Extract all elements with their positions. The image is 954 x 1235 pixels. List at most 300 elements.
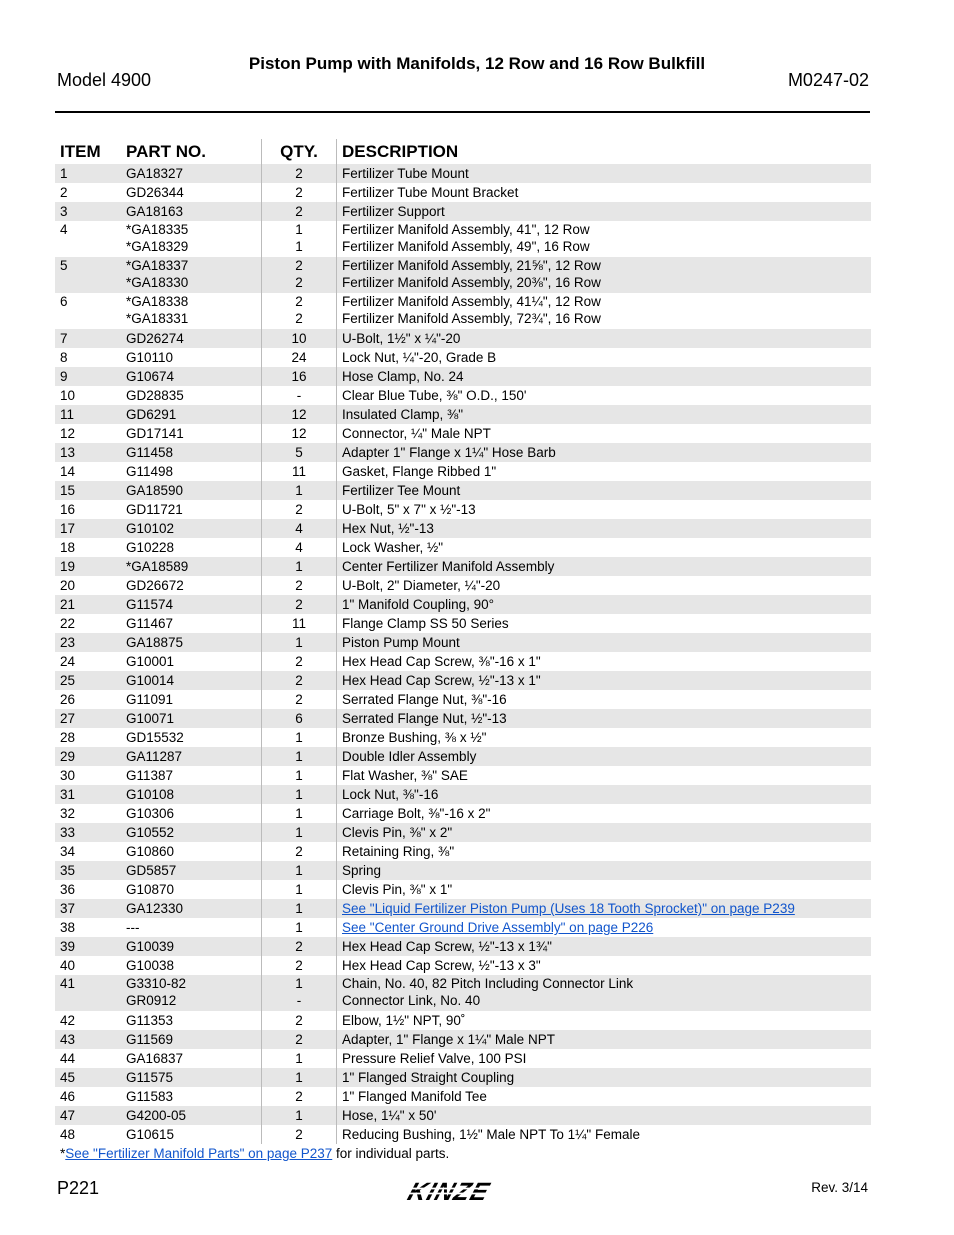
part-number: G10071 xyxy=(126,711,175,726)
item-cell xyxy=(55,1106,121,1125)
part-number: G10674 xyxy=(126,369,175,384)
item-cell xyxy=(55,918,121,937)
description-cell xyxy=(337,443,872,462)
item-number: 21 xyxy=(60,597,76,612)
description-cell xyxy=(337,424,872,443)
qty-cell xyxy=(262,202,337,221)
description-cell xyxy=(337,329,872,348)
part-number: GA18875 xyxy=(126,635,184,650)
description-cell xyxy=(337,462,872,481)
qty-cell xyxy=(262,183,337,202)
part-number: G11458 xyxy=(126,445,174,460)
description: Fertilizer Manifold Assembly, 41¼", 12 Row xyxy=(342,294,601,309)
quantity: 16 xyxy=(291,369,307,384)
table-row xyxy=(55,1106,871,1125)
part-number: G11091 xyxy=(126,692,174,707)
description: Clevis Pin, ⅜" x 2" xyxy=(342,825,453,840)
part-number: GD5857 xyxy=(126,863,177,878)
description-cell xyxy=(337,880,872,899)
description: Chain, No. 40, 82 Pitch Including Connector Link xyxy=(342,976,634,991)
part-number: *GA18335 xyxy=(126,222,189,237)
table-row xyxy=(55,257,871,293)
description: Lock Nut, ¼"-20, Grade B xyxy=(342,350,497,365)
fertilizer-manifold-parts-link[interactable]: See "Fertilizer Manifold Parts" on page P237 xyxy=(65,1146,333,1161)
item-number: 46 xyxy=(60,1089,76,1104)
item-cell xyxy=(55,956,121,975)
table-row xyxy=(55,202,871,221)
part-no-cell xyxy=(121,1049,262,1068)
item-cell xyxy=(55,861,121,880)
part-no-cell xyxy=(121,975,262,1011)
qty-cell xyxy=(262,804,337,823)
qty-cell xyxy=(262,614,337,633)
quantity: 24 xyxy=(291,350,307,365)
description-cell xyxy=(337,899,872,918)
part-no-cell xyxy=(121,652,262,671)
table-row xyxy=(55,183,871,202)
table-header-row xyxy=(55,139,871,164)
quantity: 12 xyxy=(291,426,307,441)
item-cell xyxy=(55,937,121,956)
item-number: 13 xyxy=(60,445,76,460)
quantity: 2 xyxy=(295,294,303,309)
item-number: 22 xyxy=(60,616,76,631)
item-number: 30 xyxy=(60,768,76,783)
item-number: 47 xyxy=(60,1108,76,1123)
description: Flat Washer, ⅜" SAE xyxy=(342,768,468,783)
quantity: 6 xyxy=(295,711,303,726)
part-number: G10860 xyxy=(126,844,175,859)
quantity: - xyxy=(296,388,302,403)
part-no-cell xyxy=(121,538,262,557)
kinze-logo xyxy=(402,1176,522,1206)
description: Reducing Bushing, 1½" Male NPT To 1¼" Female xyxy=(342,1127,640,1142)
part-number: GD11721 xyxy=(126,502,183,517)
description-cell xyxy=(337,671,872,690)
quantity: 11 xyxy=(291,616,306,631)
description: Clear Blue Tube, ⅜" O.D., 150' xyxy=(342,388,527,403)
part-number: --- xyxy=(126,920,140,935)
part-number: GA18163 xyxy=(126,204,184,219)
description-cell xyxy=(337,519,872,538)
part-no-cell xyxy=(121,386,262,405)
qty-cell xyxy=(262,576,337,595)
part-number: G10228 xyxy=(126,540,175,555)
part-no-cell xyxy=(121,443,262,462)
table-row xyxy=(55,462,871,481)
table-row xyxy=(55,1011,871,1030)
table-row xyxy=(55,1087,871,1106)
description: Hex Head Cap Screw, ⅜"-16 x 1" xyxy=(342,654,541,669)
description: Fertilizer Manifold Assembly, 72¾", 16 Row xyxy=(342,311,601,326)
table-row xyxy=(55,519,871,538)
quantity: 10 xyxy=(291,331,307,346)
part-no-cell xyxy=(121,424,262,443)
part-number: GA12330 xyxy=(126,901,184,916)
quantity: 2 xyxy=(295,844,303,859)
item-cell xyxy=(55,823,121,842)
description: Center Fertilizer Manifold Assembly xyxy=(342,559,555,574)
part-number: G10102 xyxy=(126,521,175,536)
description: Hex Head Cap Screw, ½"-13 x 3" xyxy=(342,958,541,973)
item-cell xyxy=(55,899,121,918)
table-row xyxy=(55,348,871,367)
quantity: 1 xyxy=(295,1108,303,1123)
item-cell xyxy=(55,202,121,221)
part-number: GD17141 xyxy=(126,426,184,441)
qty-cell xyxy=(262,785,337,804)
item-cell xyxy=(55,557,121,576)
item-cell xyxy=(55,293,121,329)
description-cell xyxy=(337,652,872,671)
quantity: - xyxy=(296,993,302,1008)
item-number: 36 xyxy=(60,882,76,897)
description: 1" Flanged Manifold Tee xyxy=(342,1089,487,1104)
qty-cell xyxy=(262,747,337,766)
item-cell xyxy=(55,633,121,652)
part-number: GD28835 xyxy=(126,388,184,403)
quantity: 1 xyxy=(295,825,303,840)
qty-cell xyxy=(262,823,337,842)
description: Serrated Flange Nut, ⅜"-16 xyxy=(342,692,507,707)
table-row xyxy=(55,785,871,804)
description-cell xyxy=(337,709,872,728)
qty-cell xyxy=(262,842,337,861)
qty-cell xyxy=(262,1087,337,1106)
part-no-cell xyxy=(121,1125,262,1144)
col-header-part-no: PART NO. xyxy=(121,139,262,164)
quantity: 1 xyxy=(295,787,303,802)
item-cell xyxy=(55,1049,121,1068)
item-cell xyxy=(55,329,121,348)
qty-cell xyxy=(262,462,337,481)
qty-cell xyxy=(262,633,337,652)
col-header-qty: QTY. xyxy=(262,139,337,164)
qty-cell xyxy=(262,880,337,899)
description-cell xyxy=(337,823,872,842)
description-cell xyxy=(337,557,872,576)
item-cell xyxy=(55,975,121,1011)
description-cell xyxy=(337,481,872,500)
quantity: 2 xyxy=(295,692,303,707)
table-row xyxy=(55,899,871,918)
table-row xyxy=(55,1125,871,1144)
part-number: *GA18330 xyxy=(126,275,189,290)
qty-cell xyxy=(262,1125,337,1144)
qty-cell xyxy=(262,348,337,367)
quantity: 2 xyxy=(295,1013,303,1028)
item-cell xyxy=(55,424,121,443)
part-no-cell xyxy=(121,690,262,709)
quantity: 2 xyxy=(295,1089,303,1104)
part-number: G11569 xyxy=(126,1032,174,1047)
table-row xyxy=(55,937,871,956)
qty-cell xyxy=(262,386,337,405)
description: Fertilizer Tube Mount Bracket xyxy=(342,185,519,200)
part-number: G4200-05 xyxy=(126,1108,187,1123)
part-no-cell xyxy=(121,880,262,899)
item-number: 14 xyxy=(60,464,76,479)
item-number: 4 xyxy=(60,222,68,237)
description: U-Bolt, 1½" x ¼"-20 xyxy=(342,331,461,346)
description: Hex Head Cap Screw, ½"-13 x 1¾" xyxy=(342,939,552,954)
item-number: 9 xyxy=(60,369,68,384)
footnote-row xyxy=(55,1144,871,1163)
qty-cell xyxy=(262,861,337,880)
quantity: 2 xyxy=(295,654,303,669)
item-number: 10 xyxy=(60,388,76,403)
part-number: GA18590 xyxy=(126,483,184,498)
item-number: 40 xyxy=(60,958,76,973)
table-row xyxy=(55,221,871,257)
description: Piston Pump Mount xyxy=(342,635,460,650)
quantity: 2 xyxy=(295,311,303,326)
item-number: 23 xyxy=(60,635,76,650)
quantity: 1 xyxy=(295,1070,303,1085)
item-number: 25 xyxy=(60,673,76,688)
item-number: 1 xyxy=(60,166,68,181)
item-number: 16 xyxy=(60,502,76,517)
part-no-cell xyxy=(121,747,262,766)
qty-cell xyxy=(262,1011,337,1030)
description-cell xyxy=(337,956,872,975)
part-no-cell xyxy=(121,576,262,595)
item-number: 11 xyxy=(60,407,75,422)
description: Fertilizer Support xyxy=(342,204,445,219)
qty-cell xyxy=(262,975,337,1011)
part-number: *GA18589 xyxy=(126,559,189,574)
description-cell xyxy=(337,1106,872,1125)
table-row xyxy=(55,329,871,348)
header-divider xyxy=(55,111,870,113)
table-row xyxy=(55,557,871,576)
part-no-cell xyxy=(121,557,262,576)
parts-table xyxy=(55,139,871,1163)
qty-cell xyxy=(262,1030,337,1049)
description-cell xyxy=(337,1049,872,1068)
description-cell xyxy=(337,804,872,823)
item-cell xyxy=(55,842,121,861)
table-row xyxy=(55,861,871,880)
part-number: G10038 xyxy=(126,958,175,973)
description-cell xyxy=(337,614,872,633)
qty-cell xyxy=(262,443,337,462)
description-cell xyxy=(337,1011,872,1030)
part-number: G10039 xyxy=(126,939,175,954)
part-no-cell xyxy=(121,728,262,747)
part-number: G11498 xyxy=(126,464,174,479)
qty-cell xyxy=(262,690,337,709)
part-no-cell xyxy=(121,202,262,221)
part-number: G11574 xyxy=(126,597,174,612)
description: 1" Manifold Coupling, 90° xyxy=(342,597,495,612)
part-number: G10108 xyxy=(126,787,175,802)
description: Adapter 1" Flange x 1¼" Hose Barb xyxy=(342,445,556,460)
item-cell xyxy=(55,766,121,785)
qty-cell xyxy=(262,595,337,614)
part-number: G10552 xyxy=(126,825,175,840)
item-cell xyxy=(55,1011,121,1030)
part-no-cell xyxy=(121,633,262,652)
table-row xyxy=(55,538,871,557)
item-number: 6 xyxy=(60,294,68,309)
description: Lock Nut, ⅜"-16 xyxy=(342,787,439,802)
quantity: 1 xyxy=(295,749,303,764)
part-number: G10001 xyxy=(126,654,175,669)
quantity: 1 xyxy=(295,976,303,991)
part-no-cell xyxy=(121,1068,262,1087)
item-cell xyxy=(55,804,121,823)
description: Hex Head Cap Screw, ½"-13 x 1" xyxy=(342,673,541,688)
description-cell xyxy=(337,348,872,367)
quantity: 2 xyxy=(295,258,303,273)
description: Connector, ¼" Male NPT xyxy=(342,426,491,441)
item-number: 26 xyxy=(60,692,76,707)
item-number: 15 xyxy=(60,483,76,498)
item-cell xyxy=(55,257,121,293)
table-row xyxy=(55,842,871,861)
part-number: G11583 xyxy=(126,1089,174,1104)
table-row xyxy=(55,880,871,899)
item-cell xyxy=(55,405,121,424)
item-number: 3 xyxy=(60,204,68,219)
item-number: 28 xyxy=(60,730,76,745)
quantity: 1 xyxy=(295,1051,303,1066)
description-cell xyxy=(337,595,872,614)
part-number: G10870 xyxy=(126,882,175,897)
model-label: Model 4900 xyxy=(57,70,152,90)
part-number: GD26344 xyxy=(126,185,184,200)
qty-cell xyxy=(262,367,337,386)
item-cell xyxy=(55,576,121,595)
item-number: 18 xyxy=(60,540,76,555)
item-number: 2 xyxy=(60,185,68,200)
description-cell xyxy=(337,747,872,766)
part-number: GD6291 xyxy=(126,407,177,422)
item-number: 38 xyxy=(60,920,76,935)
quantity: 1 xyxy=(295,768,303,783)
qty-cell xyxy=(262,652,337,671)
quantity: 1 xyxy=(295,882,303,897)
item-cell xyxy=(55,595,121,614)
quantity: 1 xyxy=(295,806,303,821)
quantity: 4 xyxy=(295,521,303,536)
quantity: 2 xyxy=(295,185,303,200)
quantity: 12 xyxy=(291,407,307,422)
part-no-cell xyxy=(121,500,262,519)
description-cell xyxy=(337,405,872,424)
table-row xyxy=(55,595,871,614)
part-no-cell xyxy=(121,823,262,842)
table-row xyxy=(55,709,871,728)
quantity: 1 xyxy=(295,863,303,878)
description-link[interactable]: See "Liquid Fertilizer Piston Pump (Uses 18 Tooth Sprocket)" on page P239 xyxy=(342,901,795,916)
table-row xyxy=(55,164,871,183)
table-row xyxy=(55,386,871,405)
part-no-cell xyxy=(121,164,262,183)
qty-cell xyxy=(262,293,337,329)
table-row xyxy=(55,614,871,633)
description: Hex Nut, ½"-13 xyxy=(342,521,434,536)
quantity: 1 xyxy=(295,730,303,745)
item-number: 35 xyxy=(60,863,76,878)
qty-cell xyxy=(262,671,337,690)
qty-cell xyxy=(262,937,337,956)
part-no-cell xyxy=(121,1106,262,1125)
kinze-logo-text: KINZE xyxy=(404,1178,494,1206)
description: Fertilizer Tube Mount xyxy=(342,166,469,181)
description-cell xyxy=(337,367,872,386)
part-number: GR0912 xyxy=(126,993,177,1008)
item-cell xyxy=(55,183,121,202)
table-row xyxy=(55,1068,871,1087)
qty-cell xyxy=(262,257,337,293)
description: Retaining Ring, ⅜" xyxy=(342,844,455,859)
qty-cell xyxy=(262,709,337,728)
description-cell xyxy=(337,576,872,595)
table-row xyxy=(55,766,871,785)
part-number: GD26274 xyxy=(126,331,184,346)
quantity: 2 xyxy=(295,1127,303,1142)
item-cell xyxy=(55,671,121,690)
item-number: 12 xyxy=(60,426,76,441)
description: 1" Flanged Straight Coupling xyxy=(342,1070,515,1085)
description-cell xyxy=(337,183,872,202)
qty-cell xyxy=(262,221,337,257)
description-link[interactable]: See "Center Ground Drive Assembly" on page P226 xyxy=(342,920,654,935)
description: Flange Clamp SS 50 Series xyxy=(342,616,509,631)
table-row xyxy=(55,671,871,690)
quantity: 1 xyxy=(295,559,303,574)
table-row xyxy=(55,975,871,1011)
item-cell xyxy=(55,386,121,405)
description-cell xyxy=(337,386,872,405)
quantity: 2 xyxy=(295,1032,303,1047)
item-cell xyxy=(55,500,121,519)
item-number: 44 xyxy=(60,1051,76,1066)
qty-cell xyxy=(262,1049,337,1068)
quantity: 2 xyxy=(295,958,303,973)
description: U-Bolt, 5" x 7" x ½"-13 xyxy=(342,502,476,517)
quantity: 2 xyxy=(295,578,303,593)
item-number: 37 xyxy=(60,901,76,916)
part-number: G11575 xyxy=(126,1070,174,1085)
part-no-cell xyxy=(121,709,262,728)
part-number: G10615 xyxy=(126,1127,175,1142)
description-cell xyxy=(337,633,872,652)
description: Gasket, Flange Ribbed 1" xyxy=(342,464,497,479)
part-number: *GA18331 xyxy=(126,311,189,326)
part-no-cell xyxy=(121,1087,262,1106)
item-cell xyxy=(55,747,121,766)
page-title: Piston Pump with Manifolds, 12 Row and 16 Row Bulkfill xyxy=(248,54,706,73)
quantity: 2 xyxy=(295,597,303,612)
part-no-cell xyxy=(121,614,262,633)
part-no-cell xyxy=(121,183,262,202)
item-number: 24 xyxy=(60,654,76,669)
quantity: 5 xyxy=(295,445,303,460)
item-cell xyxy=(55,652,121,671)
item-number: 34 xyxy=(60,844,76,859)
qty-cell xyxy=(262,500,337,519)
description-cell xyxy=(337,937,872,956)
footnote-marker: * xyxy=(60,1146,66,1161)
qty-cell xyxy=(262,728,337,747)
description: Serrated Flange Nut, ½"-13 xyxy=(342,711,507,726)
part-no-cell xyxy=(121,367,262,386)
table-row xyxy=(55,804,871,823)
qty-cell xyxy=(262,766,337,785)
